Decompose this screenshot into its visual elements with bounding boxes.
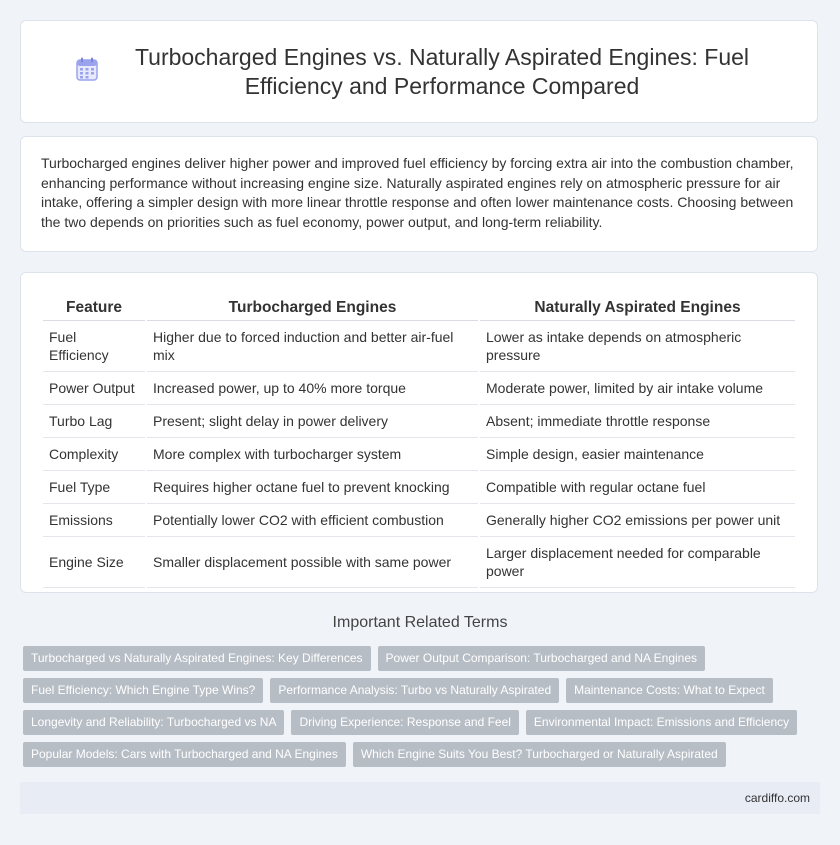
calendar-icon <box>76 57 98 81</box>
feature-cell: Complexity <box>43 438 145 471</box>
turbo-cell: Increased power, up to 40% more torque <box>147 372 478 405</box>
feature-cell: Fuel Type <box>43 471 145 504</box>
na-cell: Compatible with regular octane fuel <box>480 471 795 504</box>
related-terms-list <box>23 646 823 774</box>
na-cell: Larger displacement needed for comparable power <box>480 537 795 588</box>
header <box>59 43 779 101</box>
feature-cell: Engine Size <box>43 537 145 588</box>
comparison-table <box>41 295 797 588</box>
turbo-cell: Present; slight delay in power delivery <box>147 405 478 438</box>
feature-cell: Emissions <box>43 504 145 537</box>
feature-cell: Turbo Lag <box>43 405 145 438</box>
turbo-cell: More complex with turbocharger system <box>147 438 478 471</box>
related-term-tag[interactable]: Performance Analysis: Turbo vs Naturally Aspirated <box>270 678 559 703</box>
related-term-tag[interactable]: Power Output Comparison: Turbocharged and NA Engines <box>378 646 706 671</box>
footer <box>20 782 820 814</box>
related-term-tag[interactable]: Maintenance Costs: What to Expect <box>566 678 773 703</box>
turbo-cell: Smaller displacement possible with same power <box>147 537 478 588</box>
table-row <box>43 405 795 438</box>
na-cell: Simple design, easier maintenance <box>480 438 795 471</box>
feature-cell: Power Output <box>43 372 145 405</box>
na-cell: Absent; immediate throttle response <box>480 405 795 438</box>
intro-card <box>20 136 818 252</box>
related-term-tag[interactable]: Fuel Efficiency: Which Engine Type Wins? <box>23 678 263 703</box>
header-card <box>20 20 818 123</box>
related-terms-title: Important Related Terms <box>332 614 508 631</box>
table-row <box>43 438 795 471</box>
turbo-cell: Higher due to forced induction and better air-fuel mix <box>147 321 478 372</box>
intro-paragraph: Turbocharged engines deliver higher power and improved fuel efficiency by forcing extra air into the combustion chamber, enhancing performance without increasing engine size. Naturally aspirated engines rely on atmospheric pressure for air intake, offering a simpler design with more linear throttle response and often lower maintenance costs. Choosing between the two depends on priorities such as fuel economy, power output, and long-term reliability. <box>41 155 794 230</box>
footer-site-link[interactable]: cardiffo.com <box>744 791 810 805</box>
table-row <box>43 537 795 588</box>
comparison-card <box>20 272 818 593</box>
na-cell: Lower as intake depends on atmospheric pressure <box>480 321 795 372</box>
related-term-tag[interactable]: Driving Experience: Response and Feel <box>291 710 518 735</box>
related-term-tag[interactable]: Longevity and Reliability: Turbocharged vs NA <box>23 710 284 735</box>
table-header-row <box>43 295 795 321</box>
feature-cell: Fuel Efficiency <box>43 321 145 372</box>
related-term-tag[interactable]: Environmental Impact: Emissions and Efficiency <box>526 710 797 735</box>
turbo-cell: Potentially lower CO2 with efficient combustion <box>147 504 478 537</box>
column-header-turbocharged: Turbocharged Engines <box>147 295 478 321</box>
related-term-tag[interactable]: Turbocharged vs Naturally Aspirated Engines: Key Differences <box>23 646 371 671</box>
na-cell: Moderate power, limited by air intake volume <box>480 372 795 405</box>
column-header-feature: Feature <box>43 295 145 321</box>
table-row <box>43 321 795 372</box>
table-row <box>43 504 795 537</box>
turbo-cell: Requires higher octane fuel to prevent knocking <box>147 471 478 504</box>
table-row <box>43 471 795 504</box>
na-cell: Generally higher CO2 emissions per power unit <box>480 504 795 537</box>
related-term-tag[interactable]: Popular Models: Cars with Turbocharged and NA Engines <box>23 742 346 767</box>
related-term-tag[interactable]: Which Engine Suits You Best? Turbocharged or Naturally Aspirated <box>353 742 726 767</box>
page-title: Turbocharged Engines vs. Naturally Aspirated Engines: Fuel Efficiency and Performance Compared <box>134 43 750 99</box>
table-row <box>43 372 795 405</box>
column-header-naturally-aspirated: Naturally Aspirated Engines <box>480 295 795 321</box>
